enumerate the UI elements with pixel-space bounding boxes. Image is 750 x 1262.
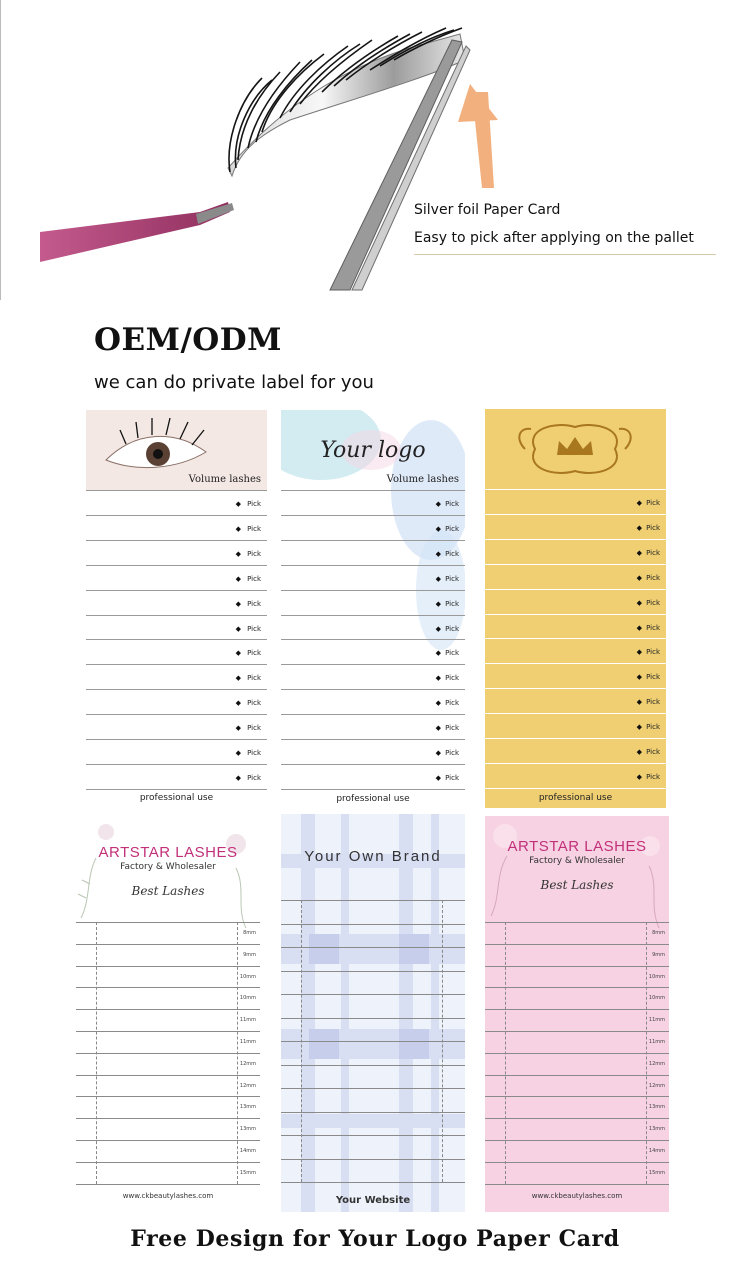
arrow-icon: ◆ [636, 748, 642, 756]
length-label: 12mm [239, 1082, 256, 1089]
card-row-line [281, 789, 465, 790]
card-row-line [281, 947, 465, 948]
length-label: 10mm [239, 973, 256, 980]
arrow-icon: ◆ [235, 500, 241, 508]
card-row-line [485, 1009, 669, 1010]
arrow-icon: ◆ [435, 674, 441, 683]
length-label: 10mm [239, 995, 256, 1002]
card-row-line [485, 688, 666, 689]
card-row-line [485, 966, 669, 967]
caption-line-2: Easy to pick after applying on the pallet [414, 230, 694, 246]
card-row-line [485, 1118, 669, 1119]
card-row-line [281, 639, 465, 640]
arrow-icon: ◆ [235, 699, 241, 708]
card-row-line [86, 714, 267, 715]
length-label: 14mm [648, 1148, 665, 1154]
arrow-icon: ◆ [435, 749, 441, 757]
arrow-icon: ◆ [235, 724, 241, 733]
pick-label: Pick [646, 772, 660, 781]
arrow-icon: ◆ [435, 574, 441, 583]
script-tagline: Best Lashes [131, 884, 205, 898]
card-row-line [281, 540, 465, 541]
arrow-icon: ◆ [235, 599, 241, 608]
card-row-line [485, 713, 666, 714]
pick-label: Pick [646, 648, 660, 657]
length-label: 14mm [239, 1148, 256, 1154]
card-row-line [281, 739, 465, 740]
pick-label: Pick [445, 524, 459, 533]
arrow-icon: ◆ [235, 674, 241, 683]
length-label: 9mm [652, 951, 665, 958]
length-label: 8mm [652, 930, 665, 936]
pink-tweezer [40, 202, 230, 262]
arrow-icon: ◆ [435, 500, 441, 508]
card-row-line [281, 1182, 465, 1183]
card-row-line [86, 689, 267, 690]
card-row-line [86, 540, 267, 541]
arrow-icon: ◆ [636, 673, 642, 682]
card-row-line [281, 1041, 465, 1042]
pick-label: Pick [247, 574, 261, 583]
card-row-line [485, 514, 666, 515]
length-label: 11mm [648, 1039, 665, 1045]
card-row-line [485, 614, 666, 615]
pick-label: Pick [247, 524, 261, 533]
card-row-line [76, 1053, 260, 1054]
arrow-icon: ◆ [636, 648, 642, 657]
length-label: 13mm [648, 1104, 665, 1111]
card-row-line [281, 615, 465, 616]
card-footer: professional use [139, 793, 214, 803]
paper-card-volume-lashes [86, 410, 267, 808]
pick-label: Pick [646, 573, 660, 582]
pick-label: Pick [247, 724, 261, 733]
length-label: 10mm [648, 995, 665, 1002]
length-label: 15mm [648, 1169, 665, 1176]
plaid-background [281, 814, 465, 1212]
length-label: 13mm [239, 1104, 256, 1111]
floral-decoration [485, 816, 669, 936]
crown-logo-icon [485, 409, 666, 489]
card-row-line [485, 788, 666, 789]
card-row-line [485, 1140, 669, 1141]
card-row-line [485, 489, 666, 490]
caption-line-1: Silver foil Paper Card [414, 202, 561, 218]
card-row-line [485, 589, 666, 590]
card-row-line [485, 987, 669, 988]
card-row-line [76, 1118, 260, 1119]
card-row-line [281, 664, 465, 665]
pick-label: Pick [445, 549, 459, 558]
card-footer: professional use [538, 793, 613, 803]
pick-label: Pick [445, 674, 459, 683]
card-row-line [281, 689, 465, 690]
arrow-icon: ◆ [636, 499, 642, 507]
card-row-line [86, 565, 267, 566]
paper-card-your-own-brand [281, 814, 465, 1212]
arrow-icon: ◆ [235, 549, 241, 558]
card-row-line [76, 944, 260, 945]
script-tagline: Best Lashes [540, 878, 614, 892]
length-label: 9mm [243, 951, 256, 958]
brand-name: ARTSTAR LASHES [507, 838, 647, 855]
card-row-line [76, 1075, 260, 1076]
pick-label: Pick [646, 673, 660, 682]
card-row-line [485, 663, 666, 664]
card-row-line [281, 590, 465, 591]
card-row-line [281, 490, 465, 491]
card-row-line [76, 1009, 260, 1010]
length-label: 10mm [648, 973, 665, 980]
length-label: 11mm [239, 1017, 256, 1024]
card-row-line [76, 966, 260, 967]
card-title: Volume lashes [188, 474, 261, 485]
card-row-line [86, 664, 267, 665]
card-row-line [86, 764, 267, 765]
arrow-icon: ◆ [636, 772, 642, 781]
card-row-line [485, 1162, 669, 1163]
website-text: www.ckbeautylashes.com [531, 1192, 623, 1200]
arrow-icon: ◆ [235, 649, 241, 658]
arrow-icon: ◆ [435, 624, 441, 633]
card-row-line [485, 1053, 669, 1054]
up-arrow-icon [458, 84, 498, 188]
length-label: 12mm [239, 1060, 256, 1067]
card-row-line [485, 922, 669, 923]
card-row-line [485, 564, 666, 565]
length-label: 11mm [239, 1039, 256, 1045]
card-row-line [485, 638, 666, 639]
card-row-line [485, 1184, 669, 1185]
pick-label: Pick [445, 500, 459, 508]
pick-label: Pick [445, 699, 459, 708]
logo-placeholder: Your logo [320, 438, 426, 463]
pick-label: Pick [445, 773, 459, 782]
paper-card-your-logo [281, 410, 465, 808]
pick-label: Pick [646, 623, 660, 632]
pick-label: Pick [247, 624, 261, 633]
card-row-line [281, 515, 465, 516]
pick-label: Pick [247, 500, 261, 508]
pick-label: Pick [247, 599, 261, 608]
pick-label: Pick [247, 674, 261, 683]
card-row-line [485, 539, 666, 540]
pick-label: Pick [445, 624, 459, 633]
arrow-icon: ◆ [435, 649, 441, 658]
pick-label: Pick [247, 749, 261, 757]
pick-label: Pick [646, 698, 660, 707]
pick-label: Pick [646, 548, 660, 557]
section-title: OEM/ODM [94, 322, 282, 358]
card-row-line [485, 738, 666, 739]
card-row-line [86, 789, 267, 790]
hero-caption [414, 196, 716, 255]
card-row-line [485, 1075, 669, 1076]
arrow-icon: ◆ [235, 574, 241, 583]
length-label: 12mm [648, 1082, 665, 1089]
length-label: 12mm [648, 1060, 665, 1067]
card-row-line [76, 1031, 260, 1032]
card-row-line [485, 1031, 669, 1032]
card-row-line [76, 1184, 260, 1185]
card-row-line [76, 1096, 260, 1097]
website-text: Your Website [335, 1195, 411, 1206]
pick-label: Pick [646, 723, 660, 732]
card-row-line [281, 1065, 465, 1066]
card-row-line [281, 900, 465, 901]
card-row-line [281, 1018, 465, 1019]
card-row-line [281, 924, 465, 925]
card-row-line [281, 971, 465, 972]
card-row-line [281, 1159, 465, 1160]
card-row-line [281, 764, 465, 765]
pick-label: Pick [445, 574, 459, 583]
arrow-icon: ◆ [435, 724, 441, 733]
card-row-line [86, 590, 267, 591]
arrow-icon: ◆ [636, 623, 642, 632]
arrow-icon: ◆ [435, 599, 441, 608]
pick-label: Pick [445, 749, 459, 757]
length-label: 15mm [239, 1169, 256, 1176]
arrow-icon: ◆ [235, 749, 241, 757]
pick-label: Pick [247, 549, 261, 558]
card-row-line [76, 987, 260, 988]
card-footer: professional use [336, 794, 410, 804]
card-row-line [76, 1140, 260, 1141]
card-row-line [76, 922, 260, 923]
card-row-line [281, 1112, 465, 1113]
card-row-line [86, 639, 267, 640]
brand-subtitle: Factory & Wholesaler [529, 856, 625, 866]
card-row-line [281, 1088, 465, 1089]
arrow-icon: ◆ [235, 624, 241, 633]
pick-label: Pick [445, 724, 459, 733]
card-row-line [86, 515, 267, 516]
card-row-line [281, 994, 465, 995]
arrow-icon: ◆ [636, 523, 642, 532]
arrow-icon: ◆ [435, 773, 441, 782]
pick-label: Pick [247, 699, 261, 708]
bottom-title: Free Design for Your Logo Paper Card [130, 1226, 620, 1252]
pick-label: Pick [247, 773, 261, 782]
brand-name: Your Own Brand [304, 848, 442, 865]
card-row-line [485, 763, 666, 764]
card-title: Volume lashes [386, 474, 459, 485]
brand-subtitle: Factory & Wholesaler [120, 862, 216, 872]
pick-label: Pick [646, 598, 660, 607]
pick-label: Pick [445, 649, 459, 658]
arrow-icon: ◆ [636, 698, 642, 707]
card-row-line [485, 1096, 669, 1097]
card-row-line [76, 1162, 260, 1163]
arrow-icon: ◆ [235, 524, 241, 533]
pick-label: Pick [445, 599, 459, 608]
arrow-icon: ◆ [435, 699, 441, 708]
brand-name: ARTSTAR LASHES [98, 844, 238, 861]
arrow-icon: ◆ [435, 524, 441, 533]
card-row-line [86, 739, 267, 740]
hero-lash-photo [0, 0, 750, 300]
card-row-line [281, 714, 465, 715]
arrow-icon: ◆ [636, 723, 642, 732]
website-text: www.ckbeautylashes.com [122, 1192, 214, 1200]
pick-label: Pick [646, 748, 660, 756]
length-label: 13mm [648, 1126, 665, 1133]
card-row-line [281, 565, 465, 566]
card-row-line [281, 1135, 465, 1136]
card-row-line [485, 944, 669, 945]
pick-label: Pick [247, 649, 261, 658]
paper-card-gold [485, 409, 666, 808]
paper-card-artstar-white [76, 818, 260, 1212]
lash-tweezer-illustration [0, 0, 750, 300]
arrow-icon: ◆ [636, 598, 642, 607]
length-label: 11mm [648, 1017, 665, 1024]
section-subtitle: we can do private label for you [94, 372, 374, 393]
card-row-line [86, 615, 267, 616]
arrow-icon: ◆ [435, 549, 441, 558]
arrow-icon: ◆ [636, 573, 642, 582]
paper-card-artstar-pink [485, 816, 669, 1212]
pick-label: Pick [646, 499, 660, 507]
length-label: 8mm [243, 930, 256, 936]
card-row-line [86, 490, 267, 491]
floral-decoration [76, 818, 260, 938]
arrow-icon: ◆ [636, 548, 642, 557]
length-label: 13mm [239, 1126, 256, 1133]
arrow-icon: ◆ [235, 773, 241, 782]
pick-label: Pick [646, 523, 660, 532]
